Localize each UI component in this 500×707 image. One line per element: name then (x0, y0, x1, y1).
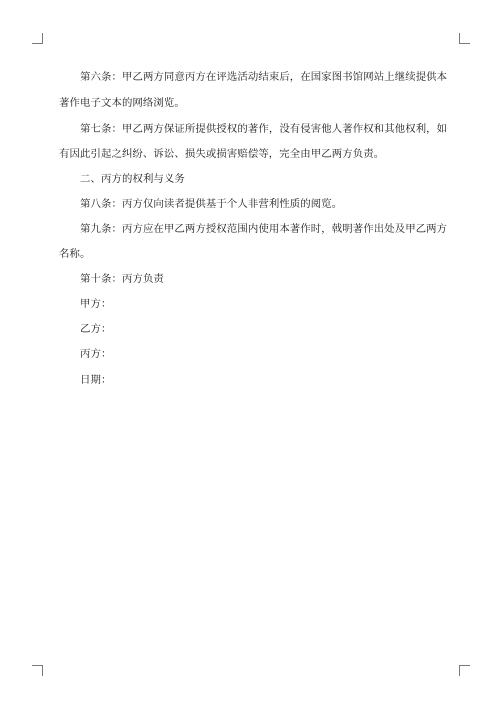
article-6-line-2: 著作电子文本的网络浏览。 (59, 97, 185, 109)
article-9-line-2: 名称。 (59, 248, 91, 260)
article-8: 第八条：丙方仅向读者提供基于个人非营利性质的阅览。 (80, 198, 343, 210)
signature-party-a: 甲方： (80, 298, 112, 310)
section-heading-party-c: 二、丙方的权利与义务 (80, 173, 185, 185)
article-7-line-2: 有因此引起之纠纷、诉讼、损失或损害赔偿等，完全由甲乙两方负责。 (59, 148, 385, 160)
article-9-line-1: 第九条：丙方应在甲乙两方授权范围内使用本著作时，戟明著作出处及甲乙两方 (80, 223, 448, 235)
margin-mark-bottom-left (32, 665, 43, 676)
margin-mark-bottom-right (459, 665, 470, 676)
article-7-line-1: 第七条：甲乙两方保证所提供授权的著作，没有侵害他人著作权和其他权利，如 (80, 123, 448, 135)
article-6-line-1: 第六条：甲乙两方同意丙方在评选活动结束后，在国家图书馆网站上继续提供本 (80, 71, 448, 83)
signature-party-c: 丙方： (80, 348, 112, 360)
margin-mark-top-left (32, 33, 43, 44)
signature-date: 日期： (80, 374, 112, 386)
signature-party-b: 乙方： (80, 323, 112, 335)
margin-mark-top-right (459, 33, 470, 44)
article-10: 第十条：丙方负责 (80, 273, 164, 285)
